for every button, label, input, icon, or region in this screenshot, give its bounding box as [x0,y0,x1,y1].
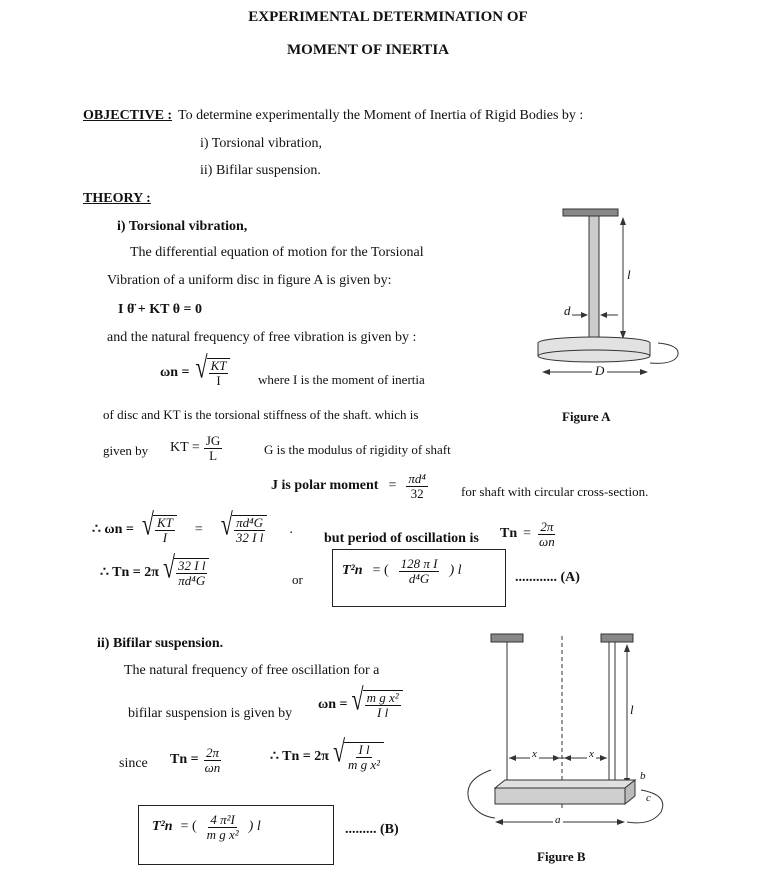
figure-b-left-support [491,634,523,642]
since-numerator: 2π [205,745,219,760]
tn-eq: = [523,526,532,542]
objective-label: OBJECTIVE : [83,108,173,123]
since-denominator: ωn [204,759,221,775]
sec2-numerator: m g x² [366,690,399,705]
tn-expanded-formula: ∴ Tn = 2π √ $\frac{\text{32 I l}}{\text{πd⁴G}}$ [100,558,209,587]
figure-b-bar-top [495,780,635,788]
bifilar-frequency-formula: ωn = √ $\frac{\text{m g x²}}{\text{I l}}$ [318,690,403,719]
where-text: where I is the moment of inertia [258,372,425,387]
equation-b-label: ......... (B) [345,822,399,837]
title-line-1: EXPERIMENTAL DETERMINATION OF [248,9,528,25]
tn2-numerator: 32 I l [178,558,206,573]
jg-numerator: JG [205,433,221,448]
j-label: J is polar moment [271,478,379,494]
figure-b-rotation-left [468,770,495,818]
box-b-eq: = ( [180,819,197,835]
figure-b-l-label: l [630,702,634,717]
kt-eq: KT = [170,440,200,456]
wn2-eq: = [194,521,203,537]
section-2-paragraph-1: The natural frequency of free oscillation for a [124,663,380,678]
polar-moment-formula [271,472,428,500]
kt-numerator: KT [210,358,227,373]
box-a-eq: = ( [372,563,389,579]
dot: . [289,521,293,537]
figure-b-x-left-label: x [532,748,537,760]
therefore-numerator: I l [358,742,370,757]
figure-a-ceiling [563,209,618,216]
section-2-heading: ii) Bifilar suspension. [97,636,224,651]
figure-b-right-support [601,634,633,642]
figure-a-l-label: l [627,267,631,282]
given-by-label: given by [103,443,149,458]
wn-expanded-formula: ∴ ωn = √ $\frac{KT}{I}$ = √ $\frac{\text{πd⁴G}}{\text{32 I l}}$ . [92,506,293,545]
wn2-numerator: πd⁴G [236,515,264,530]
wn2-i: I [162,529,168,545]
circular-section-text: for shaft with circular cross-section. [461,484,649,499]
figure-b-bar [495,788,625,804]
section-1-paragraph-3: and the natural frequency of free vibration is given by : [107,330,417,345]
wn2-label: ∴ ωn = [92,522,134,538]
tn-denominator: ωn [539,533,555,549]
figure-b-x-right-label: x [589,748,594,760]
g-modulus-text: G is the modulus of rigidity of shaft [264,442,451,457]
objective-item-1: i) Torsional vibration, [200,136,323,151]
box-a-numerator: 128 π I [400,556,438,571]
section-1-heading: i) Torsional vibration, [117,219,248,234]
therefore-tn: ∴ Tn = 2π [270,749,329,765]
sec2-wn: ωn = [318,696,348,712]
box-b-numerator: 4 π²I [210,812,235,827]
objective-item-2: ii) Bifilar suspension. [200,163,321,178]
tn2-denominator: πd⁴G [178,572,206,588]
box-a-lhs: T²n [342,563,363,579]
figure-b-a-label: a [555,814,561,826]
period-formula [500,520,557,548]
wn2-denominator: 32 I l [235,529,264,545]
section-1-paragraph-1: The differential equation of motion for the Torsional [130,245,424,260]
kt-formula [170,434,222,462]
figure-a-diagram [530,205,710,385]
l-denominator: L [209,447,218,463]
objective-text: To determine experimentally the Moment of Inertia of Rigid Bodies by : [178,108,584,123]
figure-a-rotation-arrow [650,343,678,363]
box-a-denominator: d⁴G [408,570,430,586]
figure-b-diagram [455,630,690,845]
equation-of-motion: I θ̈ + KT θ = 0 [118,302,202,317]
therefore-formula: ∴ Tn = 2π √ $\frac{\text{I l}}{\text{m g x²}}$ [270,742,384,771]
figure-b-c-label: c [646,792,651,804]
j-denominator: 32 [410,485,424,501]
box-b-lhs: T²n [152,819,173,835]
figure-a-D-label: D [592,363,607,379]
section-2-paragraph-2: bifilar suspension is given by [128,706,293,721]
box-a-tail: ) l [449,563,462,579]
disc-text: of disc and KT is the torsional stiffness of the shaft. which is [103,407,419,422]
tn2-label: ∴ Tn = 2π [100,565,159,581]
theory-label: THEORY : [83,191,151,206]
figure-b-b-label: b [640,770,646,782]
tn-label: Tn [500,526,518,542]
tn-numerator: 2π [540,519,554,534]
period-text: but period of oscillation is [324,531,479,546]
j-eq: = [388,478,397,494]
title-line-2: MOMENT OF INERTIA [287,42,449,58]
wn2-kt: KT [156,515,173,530]
box-b-tail: ) l [248,819,261,835]
box-a-formula [342,557,462,585]
figure-a-d-label: d [564,303,571,318]
therefore-denominator: m g x² [348,756,381,772]
since-label: since [119,756,148,771]
figure-a-shaft [589,216,599,342]
natural-frequency-formula [160,349,230,388]
since-tn: Tn = [170,752,199,768]
section-1-paragraph-2: Vibration of a uniform disc in figure A is given by: [107,273,392,288]
figure-a-caption: Figure A [562,409,611,424]
sqrt-symbol: √ $\frac{KT}{I}$ [196,358,231,387]
sec2-denominator: I l [377,704,389,720]
j-numerator: πd⁴ [408,471,426,486]
wn-label: ωn = [160,364,190,380]
equation-a-label: ............ (A) [515,570,580,585]
i-denominator: I [216,372,221,388]
since-formula [170,746,222,774]
or-text: or [292,572,303,587]
box-b-denominator: m g x² [206,826,239,842]
figure-b-caption: Figure B [537,849,586,864]
box-b-formula [152,813,261,841]
